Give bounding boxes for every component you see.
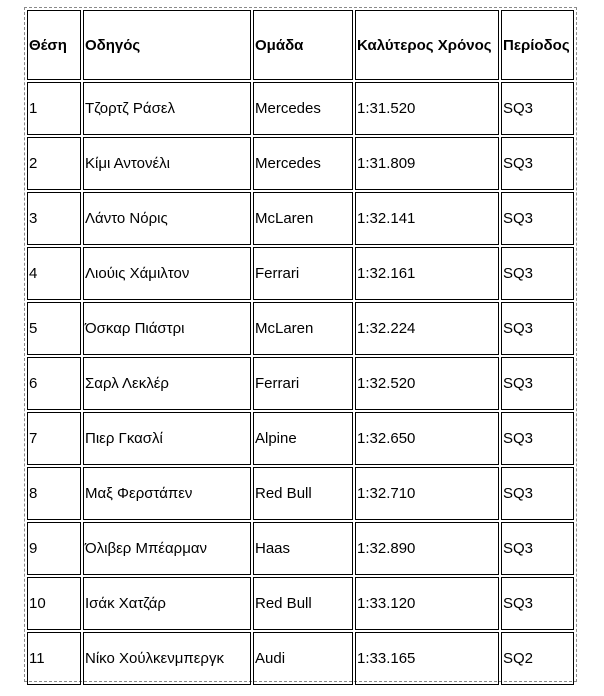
cell-period: SQ3 [501,577,574,630]
cell-best-time: 1:32.224 [355,302,499,355]
cell-period: SQ3 [501,412,574,465]
cell-best-time: 1:32.650 [355,412,499,465]
header-row [27,10,574,80]
table-row [27,467,574,520]
cell-period: SQ3 [501,192,574,245]
header-period: Περίοδος [501,10,574,80]
cell-period: SQ3 [501,247,574,300]
header-best-time: Καλύτερος Χρόνος [355,10,499,80]
table-row [27,302,574,355]
cell-position: 5 [27,302,81,355]
cell-period: SQ3 [501,467,574,520]
cell-team: Alpine [253,412,353,465]
cell-period: SQ3 [501,522,574,575]
cell-best-time: 1:31.520 [355,82,499,135]
cell-driver: Λάντο Νόρις [83,192,251,245]
cell-driver: Πιερ Γκασλί [83,412,251,465]
cell-position: 4 [27,247,81,300]
cell-position: 3 [27,192,81,245]
header-driver: Οδηγός [83,10,251,80]
cell-period: SQ3 [501,357,574,410]
table-row [27,247,574,300]
cell-position: 6 [27,357,81,410]
cell-driver: Ισάκ Χατζάρ [83,577,251,630]
cell-best-time: 1:33.120 [355,577,499,630]
cell-team: Ferrari [253,357,353,410]
cell-team: Ferrari [253,247,353,300]
cell-position: 8 [27,467,81,520]
cell-driver: Όσκαρ Πιάστρι [83,302,251,355]
table-row [27,137,574,190]
cell-period: SQ2 [501,632,574,685]
cell-best-time: 1:33.165 [355,632,499,685]
cell-team: Haas [253,522,353,575]
table-row [27,192,574,245]
cell-best-time: 1:32.890 [355,522,499,575]
cell-best-time: 1:32.520 [355,357,499,410]
table-row [27,522,574,575]
cell-driver: Μαξ Φερστάπεν [83,467,251,520]
cell-position: 7 [27,412,81,465]
cell-team: Audi [253,632,353,685]
cell-period: SQ3 [501,82,574,135]
table-row [27,632,574,685]
header-position: Θέση [27,10,81,80]
cell-period: SQ3 [501,137,574,190]
table-row [27,357,574,410]
cell-best-time: 1:32.161 [355,247,499,300]
table-row [27,412,574,465]
cell-position: 1 [27,82,81,135]
table-row [27,577,574,630]
cell-position: 11 [27,632,81,685]
cell-position: 2 [27,137,81,190]
cell-team: Mercedes [253,137,353,190]
cell-team: McLaren [253,192,353,245]
cell-team: Red Bull [253,467,353,520]
header-team: Ομάδα [253,10,353,80]
cell-team: Red Bull [253,577,353,630]
cell-driver: Νίκο Χούλκενμπεργκ [83,632,251,685]
cell-team: Mercedes [253,82,353,135]
table-row [27,82,574,135]
cell-best-time: 1:31.809 [355,137,499,190]
qualifying-results-table [25,8,576,687]
cell-driver: Λιούις Χάμιλτον [83,247,251,300]
cell-team: McLaren [253,302,353,355]
cell-driver: Σαρλ Λεκλέρ [83,357,251,410]
cell-period: SQ3 [501,302,574,355]
cell-driver: Όλιβερ Μπέαρμαν [83,522,251,575]
cell-position: 10 [27,577,81,630]
cell-driver: Τζορτζ Ράσελ [83,82,251,135]
cell-best-time: 1:32.710 [355,467,499,520]
cell-driver: Κίμι Αντονέλι [83,137,251,190]
cell-best-time: 1:32.141 [355,192,499,245]
cell-position: 9 [27,522,81,575]
